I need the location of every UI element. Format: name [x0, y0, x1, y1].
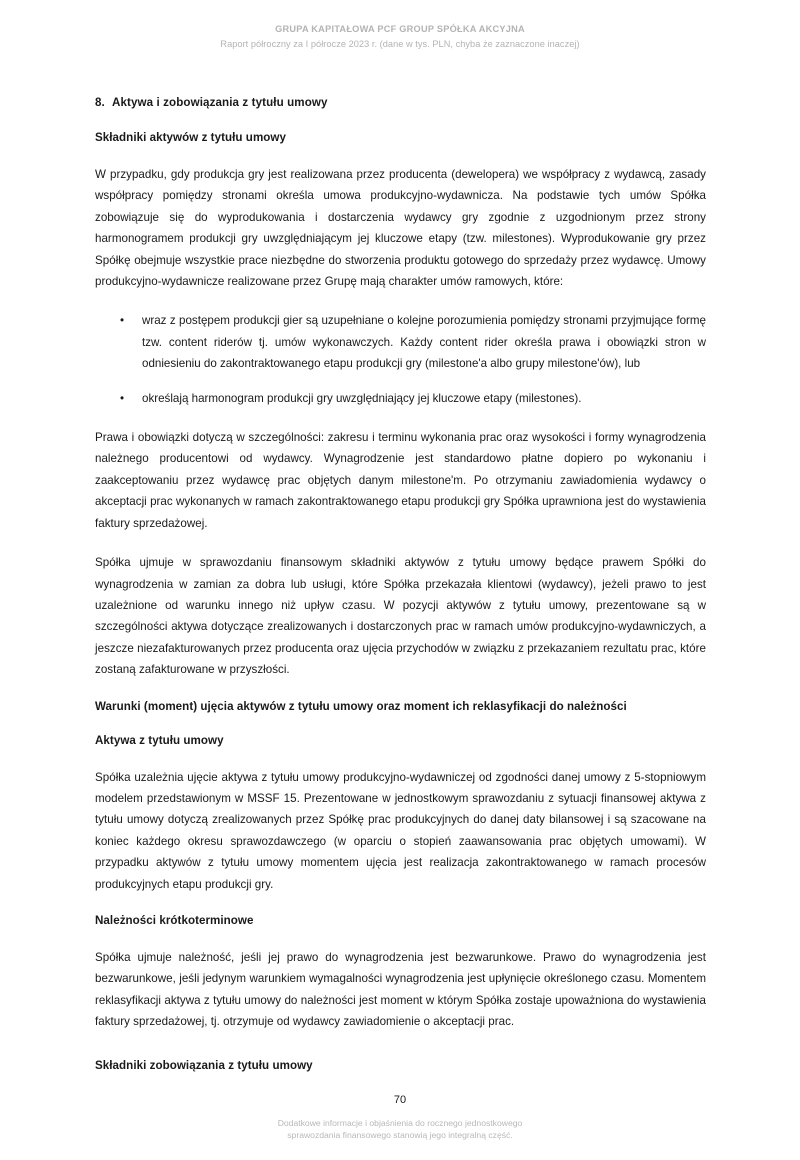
heading-short-term-receivables: Należności krótkoterminowe	[95, 913, 254, 927]
paragraph-production-agreements: W przypadku, gdy produkcja gry jest realizowana przez producenta (dewelopera) we współpracy z wydawcą, zasady współpracy pomiędzy stronami określa umowa produkcyjno-wydawnicza. Na podstawie tych umów Spółka zobowiązuje się do wyprodukowania i dostarczenia wydawcy gry zgodnie z uzgodnionym przez strony harmonogramem produkcji gry uwzględniającym jej kluczowe etapy (tzw. milestones). Wyprodukowanie gry przez Spółkę obejmuje wszystkie prace niezbędne do stworzenia produktu gotowego do sprzedaży przez wydawcę. Umowy produkcyjno-wydawnicze realizowane przez Grupę mają charakter umów ramowych, które:	[95, 168, 706, 289]
heading-recognition-conditions: Warunki (moment) ujęcia aktywów z tytułu umowy oraz moment ich reklasyfikacji do należności	[95, 699, 627, 713]
bullet-marker-icon: •	[120, 314, 125, 328]
section-number: 8.	[95, 96, 105, 109]
section-title-text: Aktywa i zobowiązania z tytułu umowy	[112, 96, 328, 109]
list-item	[95, 388, 706, 409]
paragraph-contract-asset-recognition: Spółka ujmuje w sprawozdaniu finansowym składniki aktywów z tytułu umowy będące prawem Spółki do wynagrodzenia w zamian za dobra lub usługi, które Spółka przekazała klientowi (wydawcy), jeżeli prawo to jest uzależnione od warunku innego niż upływ czasu. W pozycji aktywów z tytułu umowy, prezentowane są w szczególności aktywa dotyczące zrealizowanych i dostarczonych prac w ramach umów produkcyjno-wydawniczych, a jeszcze niezafakturowanych przez producenta oraz ujęcia przychodów w związku z przekazaniem rezultatu prac, które zostaną zafakturowane w przyszłości.	[95, 556, 706, 677]
heading-assets-components: Składniki aktywów z tytułu umowy	[95, 131, 287, 144]
header-company-name: GRUPA KAPITAŁOWA PCF GROUP SPÓŁKA AKCYJNA	[275, 24, 525, 34]
bullet-marker-icon: •	[120, 391, 125, 405]
paragraph-mssf15-model: Spółka uzależnia ujęcie aktywa z tytułu umowy produkcyjno-wydawniczej od zgodności danej umowy z 5-stopniowym modelem przedstawionym w MSSF 15. Prezentowane w jednostkowym sprawozdaniu z sytuacji finansowej aktywa z tytułu umowy dotyczą zrealizowanych przez Spółkę prac produkcyjnych do danej daty bilansowej i są szacowane na koniec każdego okresu sprawozdawczego (w oparciu o stopień zaawansowania prac objętych umowami). W przypadku aktywów z tytułu umowy momentem ujęcia jest realizacja zakontraktowanego w ramach procesów produkcyjnych etapu produkcji gry.	[95, 770, 706, 891]
page-number: 70	[393, 1093, 407, 1106]
contract-features-list	[95, 310, 706, 409]
list-item-text: określają harmonogram produkcji gry uwzględniający jej kluczowe etapy (milestones).	[142, 391, 582, 405]
heading-liability-components: Składniki zobowiązania z tytułu umowy	[95, 1058, 313, 1072]
header-report-subtitle: Raport półroczny za I półrocze 2023 r. (dane w tys. PLN, chyba że zaznaczone inaczej)	[220, 39, 580, 49]
section-heading	[95, 95, 706, 111]
page-content	[95, 51, 706, 1092]
paragraph-receivables-recognition: Spółka ujmuje należność, jeśli jej prawo do wynagrodzenia jest bezwarunkowe. Prawo do wynagrodzenia jest bezwarunkowe, jeśli jedynym warunkiem wymagalności wynagrodzenia jest upłynięcie określonego czasu. Momentem reklasyfikacji aktywa z tytułu umowy do należności jest moment w którym Spółka zostaje upoważniona do wystawienia faktury sprzedażowej, tj. otrzymuje od wydawcy zawiadomienie o akceptacji prac.	[95, 950, 706, 1029]
list-item	[95, 310, 706, 374]
running-header	[0, 0, 800, 51]
footer-note-line-2: sprawozdania finansowego stanowią jego integralną część.	[287, 1130, 513, 1141]
paragraph-rights-and-obligations: Prawa i obowiązki dotyczą w szczególności: zakresu i terminu wykonania prac oraz wysokości i formy wynagrodzenia należnego producentowi od wydawcy. Wynagrodzenie jest standardowo płatne dopiero po wykonaniu i zaakceptowaniu przez wydawcę prac objętych danym milestone'm. Po otrzymaniu zawiadomienia wydawcy o akceptacji prac wykonanych w ramach zakontraktowanego etapu produkcji gry Spółka uprawniona jest do wystawienia faktury sprzedażowej.	[95, 431, 706, 530]
footer-note-line-1: Dodatkowe informacje i objaśnienia do rocznego jednostkowego	[277, 1117, 523, 1128]
list-item-text: wraz z postępem produkcji gier są uzupełniane o kolejne porozumienia pomiędzy stronami przyjmujące formę tzw. content riderów tj. umów wykonawczych. Każdy content rider określa prawa i obowiązki stron w odniesieniu do zakontraktowanego etapu produkcji gry (milestone'a albo grupy milestone'ów), lub	[142, 314, 706, 371]
heading-contract-assets: Aktywa z tytułu umowy	[95, 733, 224, 747]
page-footer	[0, 1092, 800, 1160]
